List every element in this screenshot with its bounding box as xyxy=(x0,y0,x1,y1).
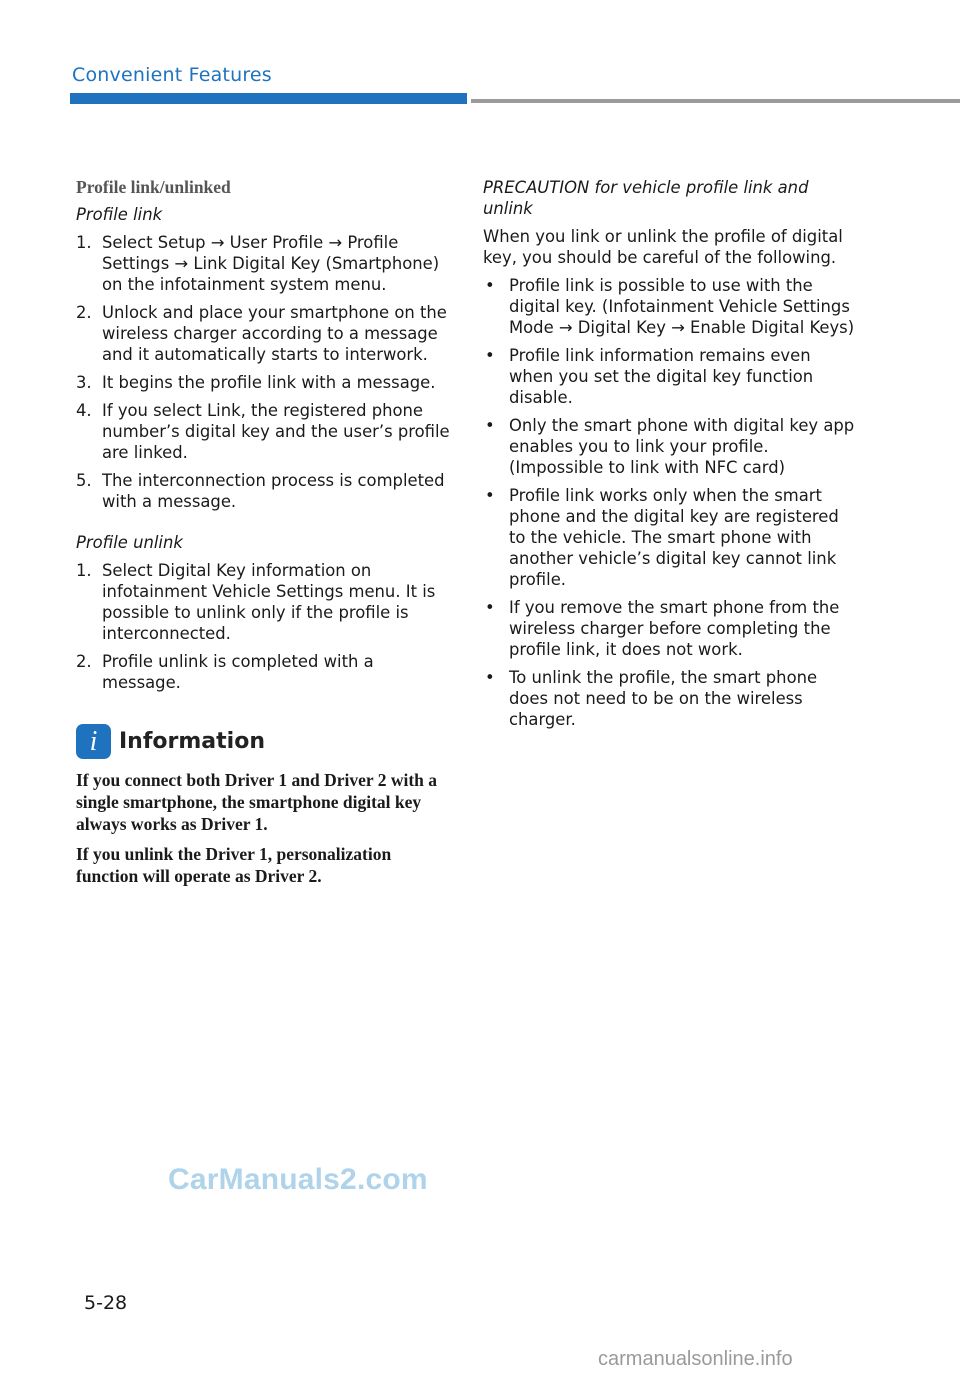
step-item xyxy=(76,302,456,365)
header-rule-accent xyxy=(70,93,467,104)
step-number: 1. xyxy=(76,561,92,580)
step-text: It begins the profile link with a message. xyxy=(102,373,436,392)
bullet-text: If you remove the smart phone from the wireless charger before completing the profile link, it does not work. xyxy=(509,598,840,659)
bullet-marker: • xyxy=(485,486,495,505)
step-number: 1. xyxy=(76,233,92,252)
profile-unlink-steps xyxy=(76,560,456,693)
step-item xyxy=(76,372,456,393)
information-title: Information xyxy=(119,729,265,754)
bullet-text: Profile link information remains even when you set the digital key function disable. xyxy=(509,346,814,407)
header-rule-gray xyxy=(471,99,960,103)
bullet-item xyxy=(483,415,855,478)
step-item xyxy=(76,651,456,693)
step-number: 3. xyxy=(76,373,92,392)
precaution-list xyxy=(483,275,855,730)
bullet-item xyxy=(483,667,855,730)
bullet-item xyxy=(483,485,855,590)
information-paragraph: If you connect both Driver 1 and Driver 2 with a single smartphone, the smartphone digital key always works as Driver 1. xyxy=(76,770,438,834)
step-number: 2. xyxy=(76,303,92,322)
bullet-text: Profile link is possible to use with the digital key. (Infotainment Vehicle Settings Mode → Digital Key → Enable Digital Keys) xyxy=(509,276,855,337)
bullet-marker: • xyxy=(485,346,495,365)
step-text: Select Setup → User Profile → Profile Settings → Link Digital Key (Smartphone) on the infotainment system menu. xyxy=(102,233,440,294)
information-header xyxy=(76,724,456,759)
step-text: Select Digital Key information on infotainment Vehicle Settings menu. It is possible to unlink only if the profile is interconnected. xyxy=(102,561,436,643)
step-text: If you select Link, the registered phone number’s digital key and the user’s profile are linked. xyxy=(102,401,450,462)
bullet-text: Only the smart phone with digital key app enables you to link your profile. (Impossible to link with NFC card) xyxy=(509,416,855,477)
bullet-text: To unlink the profile, the smart phone does not need to be on the wireless charger. xyxy=(509,668,818,729)
step-text: Profile unlink is completed with a message. xyxy=(102,652,374,692)
info-icon-glyph: i xyxy=(89,725,98,757)
step-number: 2. xyxy=(76,652,92,671)
precaution-title: PRECAUTION for vehicle profile link and unlink xyxy=(483,178,809,218)
bullet-item xyxy=(483,597,855,660)
bullet-item xyxy=(483,345,855,408)
bullet-text: Profile link works only when the smart phone and the digital key are registered to the vehicle. The smart phone with another vehicle’s digital key cannot link profile. xyxy=(509,486,839,589)
information-paragraph: If you unlink the Driver 1, personalization function will operate as Driver 2. xyxy=(76,844,392,886)
profile-link-steps xyxy=(76,232,456,512)
info-icon xyxy=(76,724,111,759)
step-number: 5. xyxy=(76,471,92,490)
bullet-marker: • xyxy=(485,598,495,617)
profile-link-title: Profile link xyxy=(76,205,163,224)
bullet-marker: • xyxy=(485,668,495,687)
section-heading: Profile link/unlinked xyxy=(76,177,231,197)
page-number: 5-28 xyxy=(84,1292,128,1314)
profile-unlink-title: Profile unlink xyxy=(76,533,183,552)
chapter-title: Convenient Features xyxy=(72,64,272,86)
left-column xyxy=(76,177,456,895)
right-column xyxy=(483,177,855,737)
step-item xyxy=(76,470,456,512)
step-number: 4. xyxy=(76,401,92,420)
precaution-intro: When you link or unlink the profile of digital key, you should be careful of the following. xyxy=(483,227,843,267)
footer-site-link[interactable]: carmanualsonline.info xyxy=(598,1348,793,1370)
step-item xyxy=(76,232,456,295)
step-item xyxy=(76,560,456,644)
bullet-marker: • xyxy=(485,276,495,295)
step-text: The interconnection process is completed with a message. xyxy=(102,471,445,511)
step-text: Unlock and place your smartphone on the wireless charger according to a message and it automatically starts to interwork. xyxy=(102,303,447,364)
step-item xyxy=(76,400,456,463)
bullet-item xyxy=(483,275,855,338)
watermark: CarManuals2.com xyxy=(168,1163,428,1196)
bullet-marker: • xyxy=(485,416,495,435)
